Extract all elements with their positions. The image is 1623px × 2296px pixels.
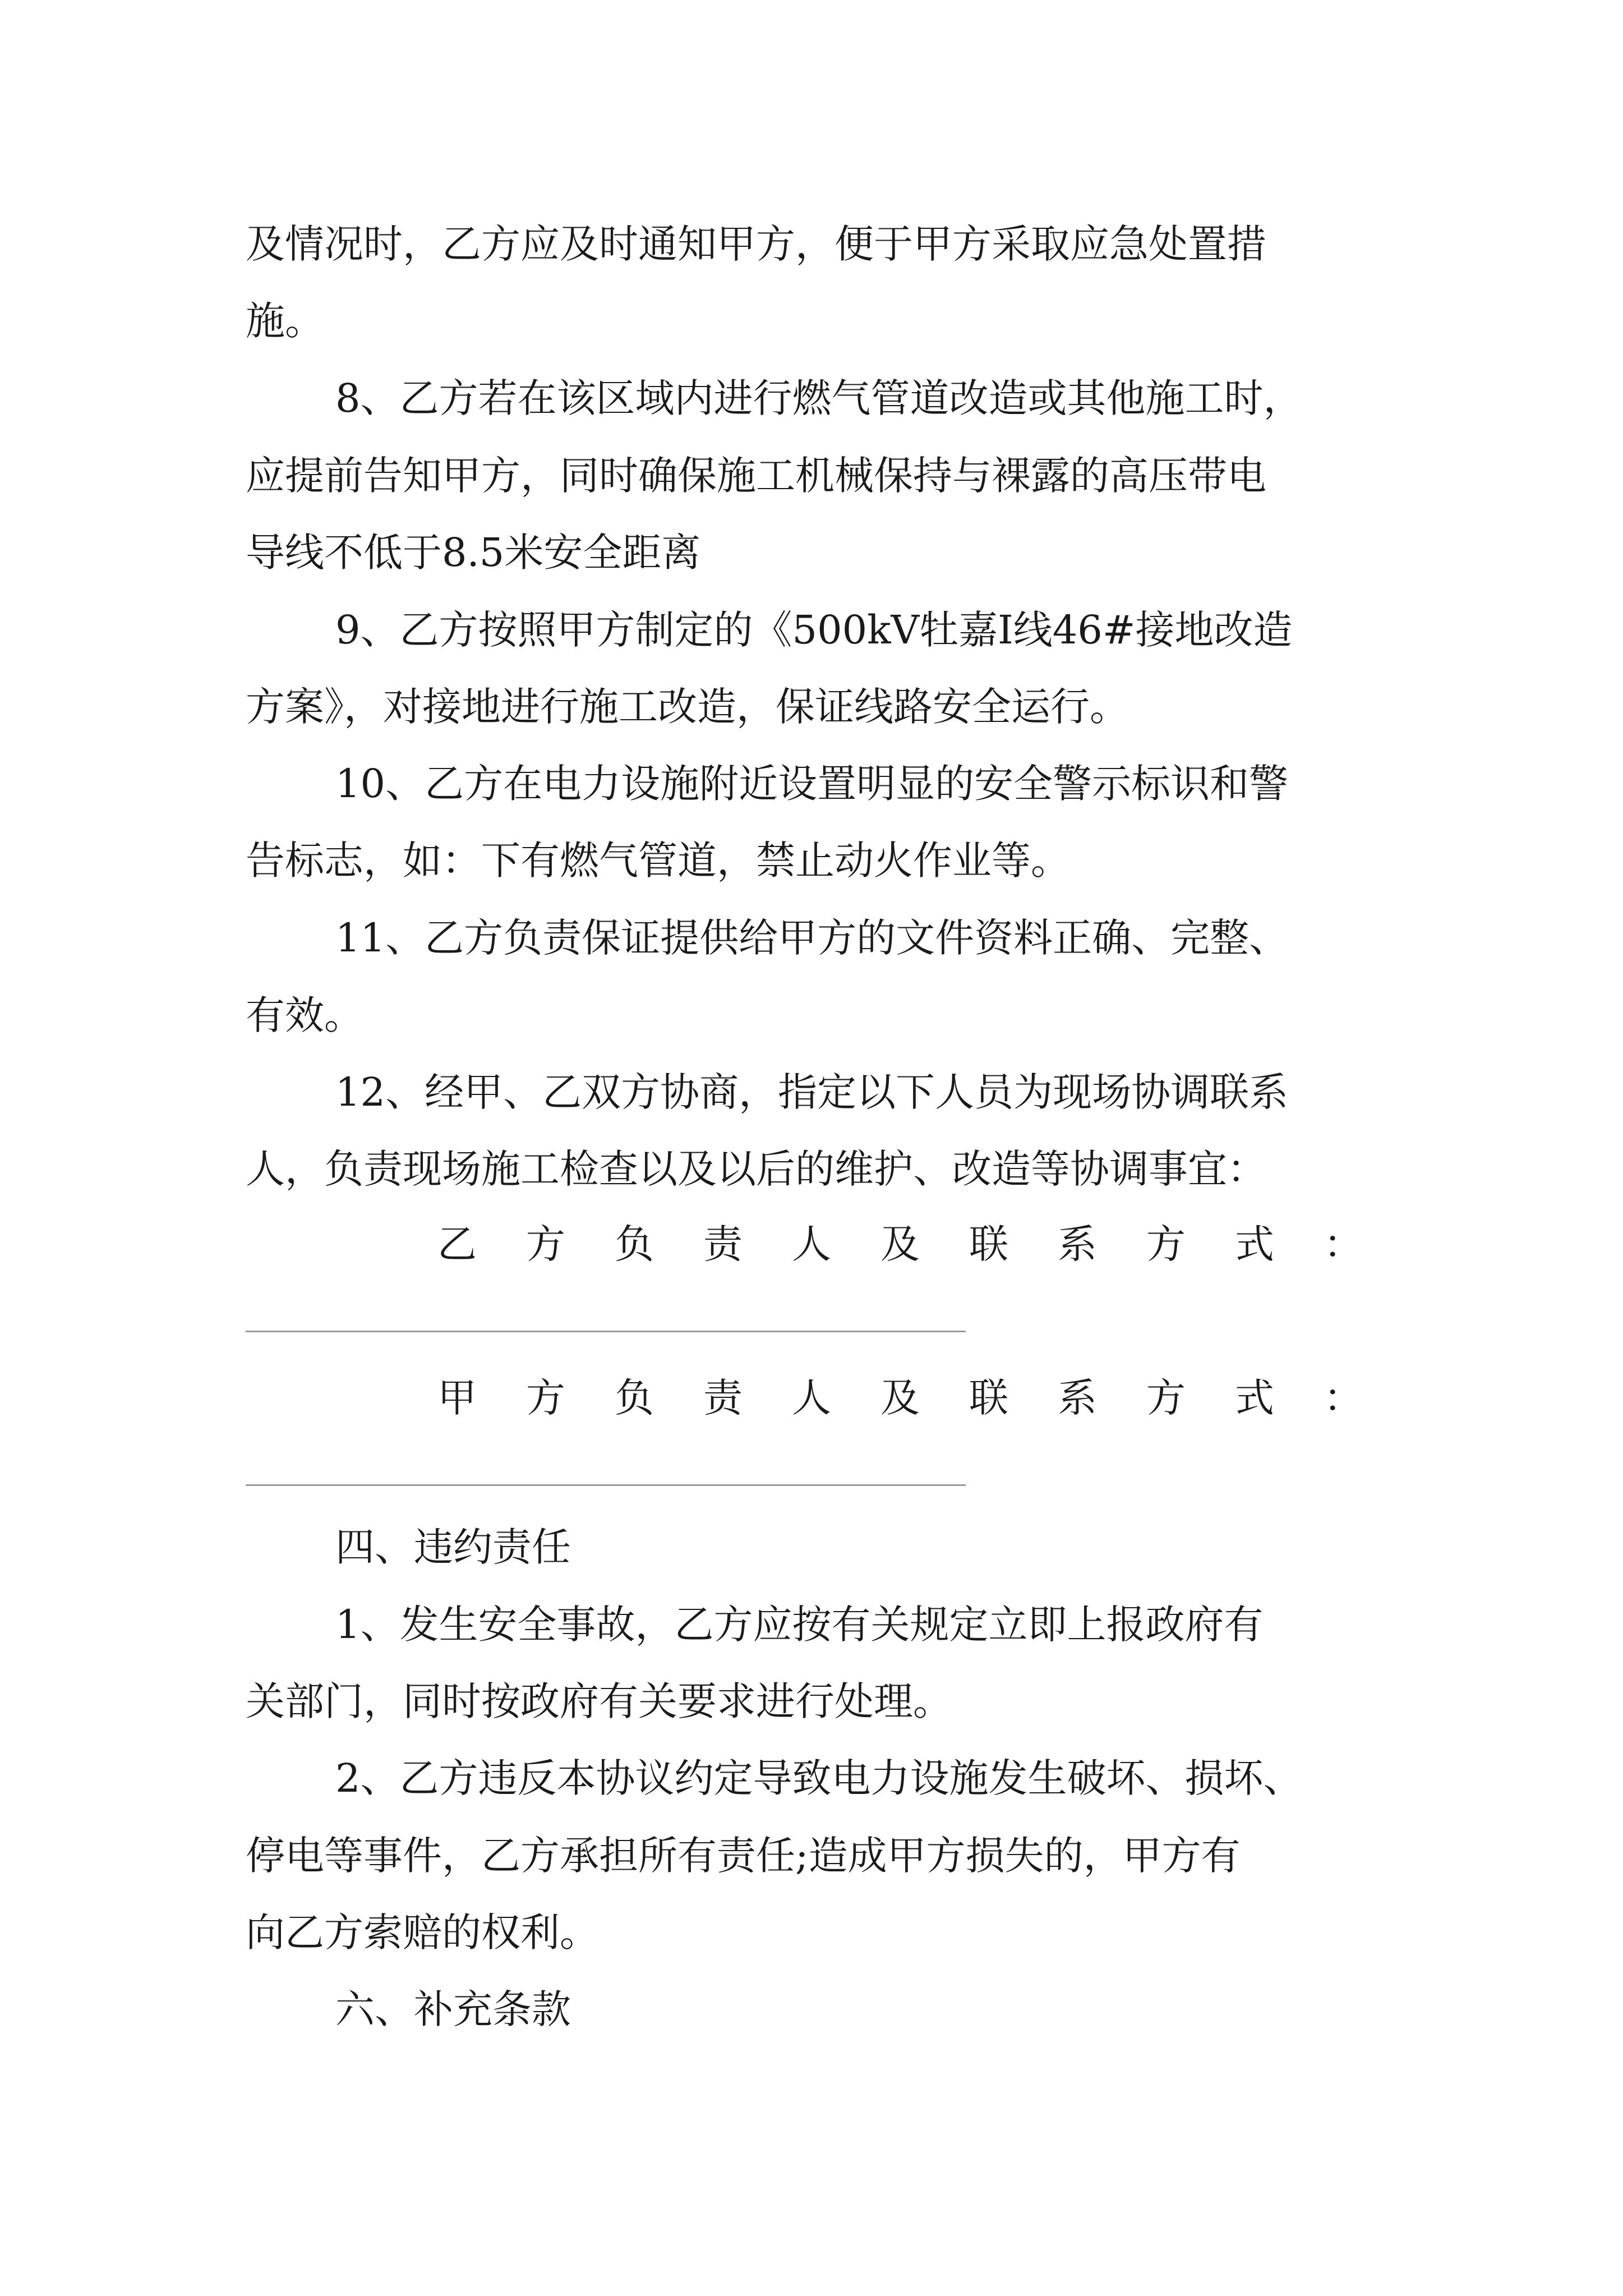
body-line: 告标志，如：下有燃气管道，禁止动火作业等。 xyxy=(246,838,1070,884)
label-char: 式 xyxy=(1235,1221,1274,1267)
body-line: 1、发生安全事故，乙方应按有关规定立即上报政府有 xyxy=(335,1602,1264,1648)
label-char: 式 xyxy=(1235,1375,1274,1421)
label-char: 人 xyxy=(792,1221,831,1267)
label-char: 甲 xyxy=(437,1375,477,1421)
label-char: 联 xyxy=(969,1221,1008,1267)
label-char: ： xyxy=(1324,1221,1363,1267)
body-line: 应提前告知甲方，同时确保施工机械保持与裸露的高压带电 xyxy=(246,453,1266,499)
section-heading-breach: 四、违约责任 xyxy=(335,1524,571,1570)
body-line: 及情况时，乙方应及时通知甲方，便于甲方采取应急处置措 xyxy=(246,221,1266,267)
body-line: 8、乙方若在该区域内进行燃气管道改造或其他施工时， xyxy=(335,375,1303,421)
label-char: 方 xyxy=(526,1221,565,1267)
label-char: 负 xyxy=(615,1221,654,1267)
body-line: 方案》，对接地进行施工改造，保证线路安全运行。 xyxy=(246,684,1129,730)
label-char: 方 xyxy=(1146,1375,1186,1421)
body-line: 停电等事件，乙方承担所有责任;造成甲方损失的，甲方有 xyxy=(246,1833,1241,1879)
party-b-contact-underline xyxy=(246,1331,966,1332)
label-char: 责 xyxy=(703,1221,743,1267)
label-char: 人 xyxy=(792,1375,831,1421)
label-char: ： xyxy=(1324,1375,1363,1421)
body-line: 向乙方索赔的权利。 xyxy=(246,1910,599,1955)
body-line: 11、乙方负责保证提供给甲方的文件资料正确、完整、 xyxy=(335,915,1289,961)
party-a-contact-label xyxy=(437,1364,1363,1432)
body-line: 10、乙方在电力设施附近设置明显的安全警示标识和警 xyxy=(335,761,1289,807)
body-line: 施。 xyxy=(246,298,324,344)
label-char: 负 xyxy=(615,1375,654,1421)
label-char: 及 xyxy=(880,1375,920,1421)
party-b-contact-label xyxy=(437,1211,1363,1278)
label-char: 责 xyxy=(703,1375,743,1421)
body-line: 关部门，同时按政府有关要求进行处理。 xyxy=(246,1678,952,1724)
body-line: 人，负责现场施工检查以及以后的维护、改造等协调事宜： xyxy=(246,1146,1266,1192)
label-char: 乙 xyxy=(437,1221,477,1267)
body-line: 导线不低于8.5米安全距离 xyxy=(246,530,701,576)
body-line: 2、乙方违反本协议约定导致电力设施发生破坏、损坏、 xyxy=(335,1755,1303,1801)
label-char: 方 xyxy=(526,1375,565,1421)
section-heading-supplement: 六、补充条款 xyxy=(335,1986,571,2032)
label-char: 系 xyxy=(1058,1375,1097,1421)
label-char: 联 xyxy=(969,1375,1008,1421)
body-line: 12、经甲、乙双方协商，指定以下人员为现场协调联系 xyxy=(335,1069,1289,1115)
party-a-contact-underline xyxy=(246,1484,966,1486)
label-char: 方 xyxy=(1146,1221,1186,1267)
body-line: 有效。 xyxy=(246,992,363,1038)
label-char: 系 xyxy=(1058,1221,1097,1267)
label-char: 及 xyxy=(880,1221,920,1267)
body-line: 9、乙方按照甲方制定的《500kV牡嘉Ⅰ线46#接地改造 xyxy=(335,607,1293,653)
